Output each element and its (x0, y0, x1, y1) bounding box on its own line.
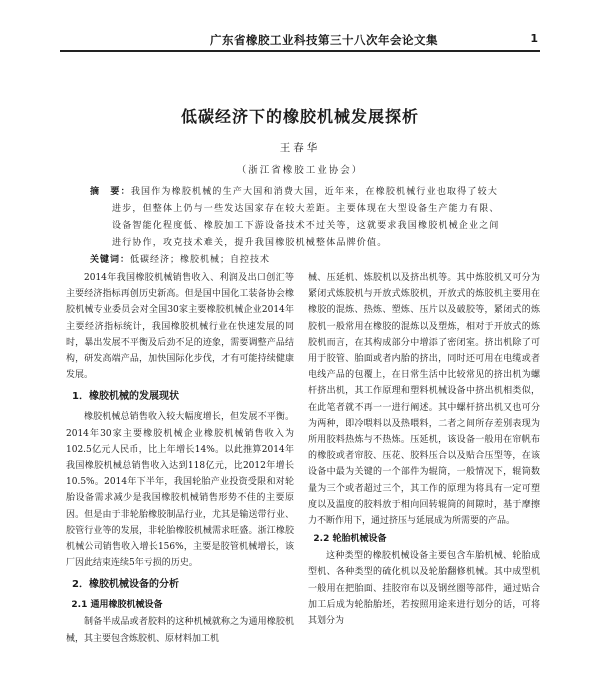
abstract-line: 摘 要：我国作为橡胶机械的生产大国和消费大国，近年来，在橡胶机械行业也取得了较大 (90, 187, 499, 197)
keywords-label: 关键词： (90, 255, 131, 265)
abstract-line: 进步，但整体上仍与一些发达国家存在较大差距。主要体现在大型设备生产能力有限、 (112, 204, 500, 214)
section-2-2-paragraph: 这种类型的橡胶机械设备主要包含车胎机械、轮胎成型机、各种类型的硫化机以及轮胎翻修机械。其中成型机一般用在把胎面、挂胶帘布以及钢丝圈等部件，通过贴合加工后成为轮胎胎坯，若按照用途来进行划分的话，可将其划分为 (308, 551, 540, 627)
running-header (60, 28, 540, 52)
abstract-label: 摘 要： (90, 187, 131, 197)
continued-paragraph: 械、压延机、炼胶机以及挤出机等。其中炼胶机又可分为紧闭式炼胶机与开放式炼胶机，开放式的炼胶机主要用在橡胶的混炼、热炼、塑炼、压片以及破胶等，紧闭式的炼胶机一般常用在橡胶的混炼以及塑炼，相对于开放式的炼胶机而言，在其构成部分中增添了密闭室。挤出机除了可用于胶管、胎面或者内胎的挤出，同时还可用在电缆或者电线产品的包覆上，在日常生活中比较常见的挤出机为螺杆挤出机，其工作原理和塑料机械设备中挤出机相类似，在此笔者就不再一一进行阐述。其中螺杆挤出机又也可分为两种，即冷喂料以及热喂料，二者之间所存差别表现为所用胶料热炼与不热炼。压延机，该设备一般用在帘帆布的橡胶或者帘胶、压花、胶料压合以及贴合压型等，在该设备中最为关键的一个部件为辊筒，一般情况下，辊筒数量为三个或者超过三个，其工作的原理为将具有一定可塑度以及温度的胶料放于相向回转辊筒的间隙时，基于摩擦力不断作用下，通过挤压与延展成为所需要的产品。 (308, 273, 540, 527)
section-1-paragraph: 橡胶机械总销售收入较大幅度增长，但发展不平衡。2014年30家主要橡胶机械企业橡胶机械销售收入为102.5亿元人民币，比上年增长14%。以此推算2014年我国橡胶机械总销售收入达到118亿元，比2012年增长10.5%。2014年下半年，我国轮胎产业投资受限和对轮胎设备需求减少是我国橡胶机械销售形势不佳的主要原因。但是由于非轮胎橡胶制品行业，尤其是输送带行业、胶管行业等的发展，非轮胎橡胶机械需求旺盛。浙江橡胶机械公司销售收入增长156%，主要是胶管机械增长，该厂因此结束连续5年亏损的历史。 (66, 412, 294, 569)
left-column (66, 270, 294, 647)
section-2-1-heading: 2.1 通用橡胶机械设备 (71, 600, 163, 611)
affiliation: （浙江省橡胶工业协会） (236, 165, 364, 176)
abstract-line: 进行协作，攻克技术难关，提升我国橡胶机械整体品牌价值。 (112, 238, 388, 248)
intro-paragraph: 2014年我国橡胶机械销售收入、利润及出口创汇等主要经济指标再创历史新高。但是国中国化工装备协会橡胶机械专业委员会对全国30家主要橡胶机械企业2014年主要经济指标统计，我国橡胶机械行业在快速发展的同时，暴出发展不平衡及后劲不足的迹象，需要调整产品结构，研发高端产品，加快国际化步伐，才有可能持续健康发展。 (66, 273, 294, 381)
page-number: 1 (530, 32, 538, 45)
keywords (90, 252, 270, 265)
proceedings-title: 广东省橡胶工业科技第三十八次年会论文集 (210, 33, 438, 47)
section-2-2-heading: 2.2 轮胎机械设备 (313, 534, 387, 545)
paper-title: 低碳经济下的橡胶机械发展探析 (180, 107, 419, 126)
section-1-heading: 1．橡胶机械的发展现状 (72, 391, 179, 403)
abstract-line: 设备智能化程度低、橡胶加工下游设备技术不过关等，这就要求我国橡胶机械企业之间 (112, 221, 500, 231)
keywords-text: 低碳经济；橡胶机械；自控技术 (130, 255, 271, 265)
author: 王春华 (279, 142, 321, 154)
abstract (90, 184, 520, 252)
section-2-1-paragraph: 制备半成品或者胶料的这种机械就称之为通用橡胶机械，其主要包含炼胶机、原材料加工机 (66, 617, 294, 644)
section-2-heading: 2．橡胶机械设备的分析 (72, 579, 179, 591)
right-column (308, 270, 540, 629)
